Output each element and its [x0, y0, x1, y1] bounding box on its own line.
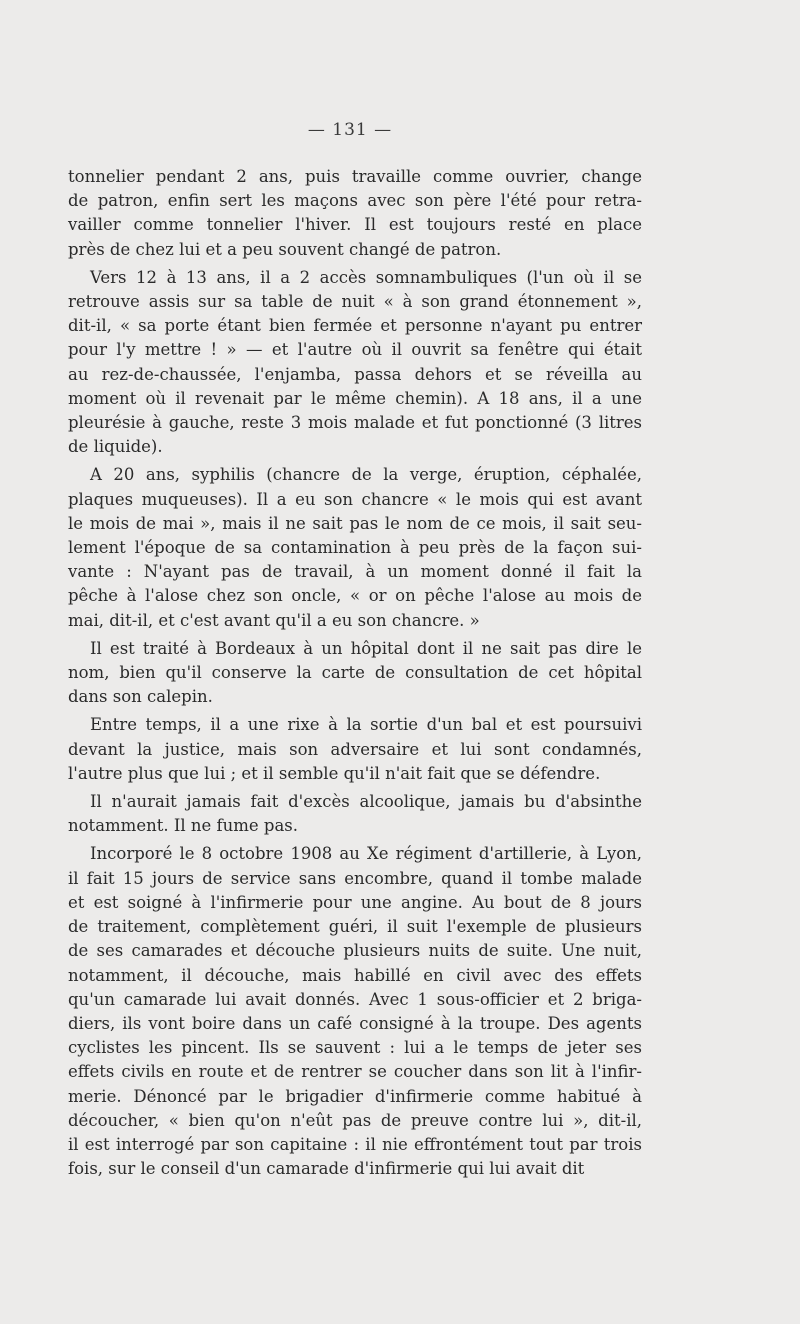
text-line: tonnelier pendant 2 ans, puis travaille comme ouvrier, change — [68, 167, 642, 186]
text-line: vailler comme tonnelier l'hiver. Il est toujours resté en place — [68, 215, 642, 235]
paragraph — [68, 463, 642, 632]
paragraph — [68, 266, 642, 460]
paragraph — [68, 790, 642, 838]
text-line: devant la justice, mais son adversaire et lui sont condamnés, — [68, 739, 642, 759]
text-line: fois, sur le conseil d'un camarade d'infirmerie qui lui avait dit — [68, 1159, 585, 1179]
paragraph — [68, 842, 642, 1181]
text-line: Il n'aurait jamais fait d'excès alcoolique, jamais bu d'absinthe — [90, 792, 642, 812]
text-line: merie. Dénoncé par le brigadier d'infirmerie comme habitué à — [68, 1086, 642, 1106]
text-line: plaques muqueuses). Il a eu son chancre « le mois qui est avant — [68, 489, 642, 509]
text-line: cyclistes les pincent. Ils se sauvent : lui a le temps de jeter ses — [68, 1038, 642, 1058]
text-line: près de chez lui et a peu souvent changé de patron. — [68, 239, 502, 259]
text-line: notamment, il découche, mais habillé en civil avec des effets — [68, 965, 642, 985]
text-line: et est soigné à l'infirmerie pour une angine. Au bout de 8 jours — [68, 892, 642, 912]
text-line: pêche à l'alose chez son oncle, « or on pêche l'alose au mois de — [68, 586, 642, 606]
text-line: diers, ils vont boire dans un café consigné à la troupe. Des agents — [68, 1013, 642, 1033]
text-line: dans son calepin. — [68, 687, 213, 707]
text-line: de patron, enfin sert les maçons avec son père l'été pour retra- — [68, 191, 642, 211]
text-line: dit-il, « sa porte étant bien fermée et personne n'ayant pu entrer — [68, 316, 642, 336]
body-text — [68, 165, 642, 1181]
text-line: vante : N'ayant pas de travail, à un moment donné il fait la — [68, 562, 642, 582]
text-line: mai, dit-il, et c'est avant qu'il a eu son chancre. » — [68, 610, 480, 630]
text-line: Vers 12 à 13 ans, il a 2 accès somnambuliques (l'un où il se — [90, 267, 642, 287]
paragraph — [68, 165, 642, 262]
text-line: effets civils en route et de rentrer se coucher dans son lit à l'infir- — [68, 1062, 642, 1082]
text-line: lement l'époque de sa contamination à peu près de la façon sui- — [68, 538, 642, 558]
text-line: A 20 ans, syphilis (chancre de la verge, éruption, céphalée, — [90, 465, 642, 485]
text-line: découcher, « bien qu'on n'eût pas de preuve contre lui », dit-il, — [68, 1110, 642, 1130]
page-number: — 131 — — [307, 120, 393, 140]
text-line: pour l'y mettre ! » — et l'autre où il ouvrit sa fenêtre qui était — [68, 340, 642, 360]
text-line: de liquide). — [68, 437, 163, 457]
text-line: au rez-de-chaussée, l'enjamba, passa dehors et se réveilla au — [68, 364, 642, 384]
text-line: de ses camarades et découche plusieurs nuits de suite. Une nuit, — [68, 941, 642, 961]
text-line: Il est traité à Bordeaux à un hôpital dont il ne sait pas dire le — [90, 638, 642, 658]
text-line: qu'un camarade lui avait donnés. Avec 1 sous-officier et 2 briga- — [68, 989, 642, 1009]
text-line: de traitement, complètement guéri, il suit l'exemple de plusieurs — [68, 917, 642, 937]
text-line: le mois de mai », mais il ne sait pas le nom de ce mois, il sait seu- — [68, 513, 642, 533]
text-line: pleurésie à gauche, reste 3 mois malade et fut ponctionné (3 litres — [68, 413, 642, 433]
text-line: nom, bien qu'il conserve la carte de consultation de cet hôpital — [68, 663, 642, 683]
text-line: retrouve assis sur sa table de nuit « à son grand étonnement », — [68, 292, 642, 312]
text-line: Incorporé le 8 octobre 1908 au Xe régiment d'artillerie, à Lyon, — [90, 844, 642, 864]
text-line: il fait 15 jours de service sans encombre, quand il tombe malade — [68, 868, 642, 888]
paragraph — [68, 713, 642, 786]
paragraph — [68, 637, 642, 710]
text-line: notamment. Il ne fume pas. — [68, 816, 299, 836]
text-line: il est interrogé par son capitaine : il nie effrontément tout par trois — [68, 1134, 642, 1154]
text-line: l'autre plus que lui ; et il semble qu'il n'ait fait que se défendre. — [68, 763, 601, 783]
text-line: Entre temps, il a une rixe à la sortie d'un bal et est poursuivi — [90, 715, 642, 735]
text-line: moment où il revenait par le même chemin). A 18 ans, il a une — [68, 388, 642, 408]
